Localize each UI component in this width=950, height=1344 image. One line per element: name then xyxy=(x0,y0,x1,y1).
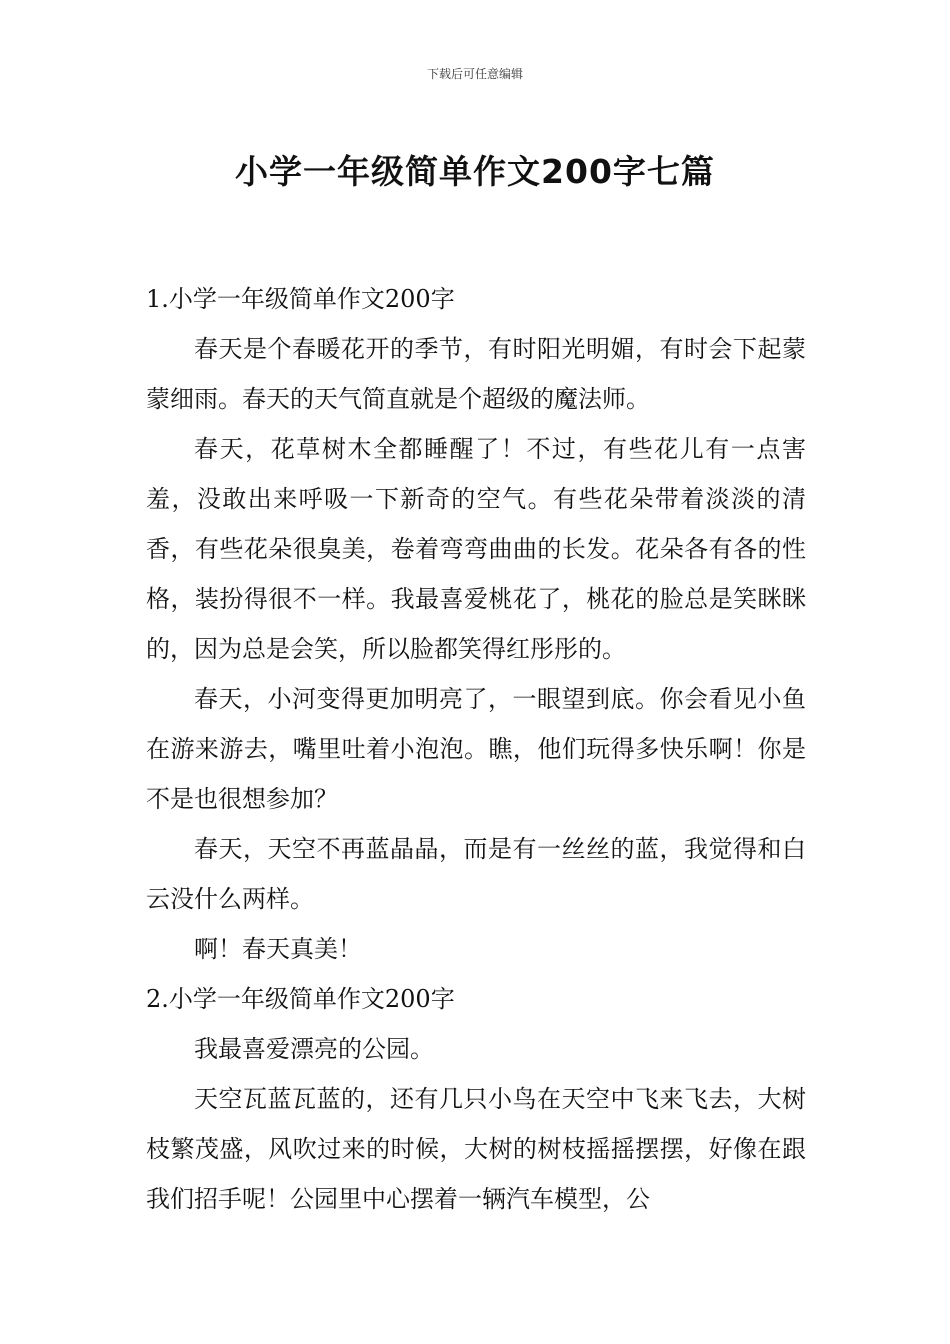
section-2 xyxy=(146,974,806,1224)
paragraph: 春天，花草树木全都睡醒了！不过，有些花儿有一点害羞，没敢出来呼吸一下新奇的空气。有些花朵带着淡淡的清香，有些花朵很臭美，卷着弯弯曲曲的长发。花朵各有各的性格，装扮得很不一样。我最喜爱桃花了，桃花的脸总是笑眯眯的，因为总是会笑，所以脸都笑得红彤彤的。 xyxy=(146,435,806,663)
section-heading: 1.小学一年级简单作文200字 xyxy=(146,285,455,313)
paragraph: 春天，小河变得更加明亮了，一眼望到底。你会看见小鱼在游来游去，嘴里吐着小泡泡。瞧，他们玩得多快乐啊！你是不是也很想参加？ xyxy=(146,685,806,813)
paragraph: 春天，天空不再蓝晶晶，而是有一丝丝的蓝，我觉得和白云没什么两样。 xyxy=(146,835,806,913)
paragraph: 我最喜爱漂亮的公园。 xyxy=(194,1035,434,1063)
section-1 xyxy=(146,274,806,974)
paragraph: 春天是个春暖花开的季节，有时阳光明媚，有时会下起蒙蒙细雨。春天的天气简直就是个超级的魔法师。 xyxy=(146,335,806,413)
document-body xyxy=(146,274,806,1224)
header-note: 下载后可任意编辑 xyxy=(426,67,523,81)
paragraph: 天空瓦蓝瓦蓝的，还有几只小鸟在天空中飞来飞去，大树枝繁茂盛，风吹过来的时候，大树的树枝摇摇摆摆，好像在跟我们招手呢！公园里中心摆着一辆汽车模型，公 xyxy=(146,1085,806,1213)
paragraph: 啊！春天真美！ xyxy=(194,935,362,963)
section-heading: 2.小学一年级简单作文200字 xyxy=(146,985,455,1013)
document-title: 小学一年级简单作文200字七篇 xyxy=(235,152,715,192)
